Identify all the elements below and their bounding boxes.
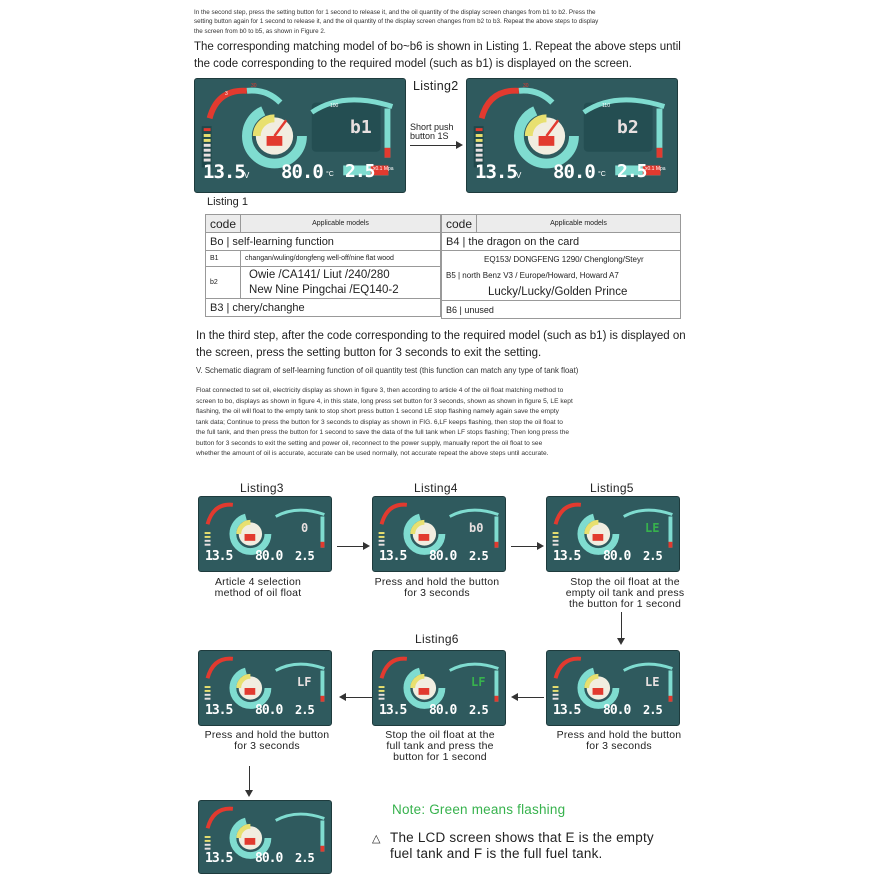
screen-code-b2: b2 [617, 117, 639, 138]
arrow-down-icon [621, 612, 622, 640]
table-row [442, 251, 681, 301]
pressure-value: 2.5 [643, 703, 662, 717]
caption-a [196, 730, 338, 752]
section5-heading: V. Schematic diagram of self-learning function of oil quantity test (this function can match any type of tank float) [196, 366, 579, 375]
listing1-table-left [205, 214, 441, 317]
temp-value: 80.0 [255, 851, 283, 866]
lcd-screen-final [198, 800, 332, 874]
intro-small-text [194, 8, 694, 36]
voltage-value: 13.5 [203, 161, 245, 183]
screen-code: LF [297, 675, 312, 689]
temp-value: 80.0 [429, 703, 457, 718]
table-row-line: EQ153/ DONGFENG 1290/ Chenglong/Steyr [484, 254, 644, 264]
pressure-value: 2.5 [469, 703, 488, 717]
caption-line: empty oil tank and press [565, 587, 685, 599]
screen-code-flashing: LE [645, 521, 660, 535]
voltage-unit: V [244, 171, 250, 180]
code-header: code [206, 215, 241, 233]
section5-line: Float connected to set oil, electricity display as shown in figure 3, then according to article 4 of the oil float matching method to [196, 387, 564, 394]
caption-line: full tank and press the [386, 740, 494, 752]
note-line: fuel tank and F is the full fuel tank. [390, 846, 603, 861]
arrow-head-icon [617, 638, 625, 645]
temp-value: 80.0 [255, 703, 283, 718]
table-code-cell: B1 [206, 251, 241, 267]
caption-listing4 [366, 577, 508, 599]
lcd-screen-listing5 [546, 496, 680, 572]
listing1-title: Listing 1 [207, 196, 248, 208]
caption-line: Press and hold the button [204, 729, 330, 741]
lcd-screen-listing6-a [198, 650, 332, 726]
step3-text [196, 328, 696, 362]
temp-value: 80.0 [603, 549, 631, 564]
temp-top-mark: 30 [251, 83, 257, 89]
listing6-label: Listing6 [415, 632, 459, 646]
screen-code: 0 [301, 521, 309, 535]
arrow-caption [410, 123, 454, 141]
green-flashing-note: Note: Green means flashing [392, 802, 566, 817]
caption-c [548, 730, 690, 752]
gauge-mark: 100 [330, 103, 339, 109]
arrow-head-icon [245, 790, 253, 797]
voltage-value: 13.5 [553, 703, 581, 718]
caption-b [372, 730, 508, 763]
arrow-down-icon [249, 766, 250, 792]
table-code-cell: b2 [206, 267, 241, 299]
intro-main-line: the code corresponding to the required model (such as b1) is displayed on the screen. [194, 58, 632, 70]
temp-unit: °C [326, 171, 334, 178]
temp-value: 80.0 [255, 549, 283, 564]
intro-small-line: setting button again for 1 second to release it, and the oil quantity of the display screen changes from b2 to b3. Repeat the above steps to display [194, 18, 599, 26]
temp-value: 80.0 [603, 703, 631, 718]
voltage-value: 13.5 [205, 549, 233, 564]
listing2-label: Listing2 [413, 79, 459, 93]
voltage-value: 13.5 [379, 549, 407, 564]
lcd-screen-listing3 [198, 496, 332, 572]
arrow-head-icon [537, 542, 544, 550]
section5-line: whether the amount of oil is accurate, accurate can be used normally, not accurate repeat the above steps until accurate. [196, 450, 549, 457]
section5-line: flashing, the oil will float to the empty tank to stop short press button 1 second LE stop flashing namely again save the empty [196, 408, 559, 415]
caption-line: Press and hold the button [556, 729, 682, 741]
models-header: Applicable models [477, 215, 681, 233]
table-row [241, 267, 441, 299]
caption-line: button for 1 second [393, 751, 487, 763]
listing5-label: Listing5 [590, 481, 634, 495]
lcd-screen-b1 [194, 78, 406, 193]
pressure-unit: x0.1 Mpa [373, 166, 394, 172]
pressure-value: 2.5 [295, 851, 314, 865]
arrow-right-icon [511, 546, 539, 547]
intro-main-line: The corresponding matching model of bo~b6 is shown in Listing 1. Repeat the above steps until [194, 41, 681, 53]
arrow-right-icon [410, 145, 460, 146]
voltage-value: 13.5 [475, 161, 517, 183]
gauge-mark: 110 [602, 103, 610, 109]
intro-main-text [194, 39, 694, 73]
pressure-value: 2.5 [643, 549, 662, 563]
pressure-value: 2.5 [469, 549, 488, 563]
arrow-right-icon [337, 546, 365, 547]
arrow-caption-line: Short push [410, 122, 454, 132]
step3-line: the screen, press the setting button for 3 seconds to exit the setting. [196, 347, 542, 359]
caption-listing3 [198, 577, 318, 599]
temp-value: 80.0 [553, 161, 595, 183]
caption-line: the button for 1 second [568, 598, 681, 610]
pressure-value: 2.5 [345, 161, 375, 182]
caption-line: for 3 seconds [234, 740, 300, 752]
lcd-screen-listing6-b [372, 650, 506, 726]
caption-listing5 [552, 577, 698, 610]
pressure-value: 2.5 [617, 161, 647, 182]
caption-line: Press and hold the button [374, 576, 500, 588]
voltage-unit: V [516, 171, 522, 180]
lcd-screen-listing6-c [546, 650, 680, 726]
arrow-caption-line: button 1S [410, 131, 449, 141]
temp-value: 80.0 [429, 549, 457, 564]
caption-line: Article 4 selection [214, 576, 302, 588]
listing3-label: Listing3 [240, 481, 284, 495]
models-header: Applicable models [241, 215, 441, 233]
pressure-value: 2.5 [295, 549, 314, 563]
voltage-value: 13.5 [205, 851, 233, 866]
table-row-line: Owie /CA141/ Liut /240/280 [249, 268, 390, 281]
voltage-value: 13.5 [553, 549, 581, 564]
section5-line: the full tank, and then press the button for 1 second to save the data of the full tank when LF stops flashing; Then long press the [196, 429, 570, 436]
caption-line: Stop the oil float at the [385, 729, 495, 741]
arrow-head-icon [363, 542, 370, 550]
section5-line: tank data; Continue to press the button for 3 seconds to display as shown in FIG. 6,LF keeps flashing, then stop the oil float to [196, 418, 563, 426]
section5-line: screen to bo, displays as shown in figure 4, in this state, long press set button for 3 seconds, shown as shown in figure 5, LE kept [196, 397, 573, 405]
lcd-screen-b2 [466, 78, 678, 193]
intro-small-line: In the second step, press the setting button for 1 second to release it, and the oil quantity of the display screen changes from b1 to b2. Press the [194, 9, 596, 16]
voltage-value: 13.5 [379, 703, 407, 718]
screen-code: b0 [469, 521, 484, 535]
table-row: Bo | self-learning function [206, 233, 441, 251]
caption-line: Stop the oil float at the [570, 576, 680, 588]
pressure-value: 2.5 [295, 703, 314, 717]
note-line: The LCD screen shows that E is the empty [390, 830, 654, 845]
table-row-line: New Nine Pingchai /EQ140-2 [249, 283, 399, 296]
arrow-left-icon [518, 697, 544, 698]
step3-line: In the third step, after the code corresponding to the required model (such as b1) is displayed on [196, 330, 686, 342]
caption-line: for 3 seconds [586, 740, 652, 752]
lcd-screen-listing4 [372, 496, 506, 572]
side-mark: 3 [225, 91, 228, 97]
intro-small-line: the screen from b0 to b5, as shown in Figure 2. [194, 27, 326, 35]
temp-value: 80.0 [281, 161, 323, 183]
code-header: code [442, 215, 477, 233]
arrow-head-icon [511, 693, 518, 701]
voltage-value: 13.5 [205, 703, 233, 718]
table-row: B4 | the dragon on the card [442, 233, 681, 251]
temp-unit: °C [598, 171, 606, 178]
screen-code: LE [645, 675, 660, 689]
screen-code-flashing: LF [471, 675, 486, 689]
table-row: changan/wuling/dongfeng well-off/nine flat wood [241, 251, 441, 267]
lcd-meaning-note [390, 830, 654, 862]
caption-line: for 3 seconds [404, 587, 470, 599]
section5-body [196, 386, 696, 460]
table-row-line: B5 | north Benz V3 / Europe/Howard, Howard A7 [446, 270, 619, 280]
screen-code-b1: b1 [350, 117, 372, 138]
table-row: B3 | chery/changhe [206, 299, 441, 317]
temp-top-mark: 30 [523, 83, 529, 89]
table-row: B6 | unused [442, 301, 681, 319]
listing4-label: Listing4 [414, 481, 458, 495]
warning-icon: △ [372, 833, 381, 845]
arrow-head-icon [456, 141, 463, 149]
listing1-table-right [441, 214, 681, 319]
section5-line: button for 3 seconds to exit the setting and power oil, reconnect to the power supply, manually report the oil float to see [196, 439, 543, 447]
arrow-left-icon [346, 697, 372, 698]
arrow-head-icon [339, 693, 346, 701]
pressure-unit: x0.1 Mpa [645, 166, 666, 172]
caption-line: method of oil float [214, 587, 302, 599]
table-row-line: Lucky/Lucky/Golden Prince [488, 285, 628, 298]
